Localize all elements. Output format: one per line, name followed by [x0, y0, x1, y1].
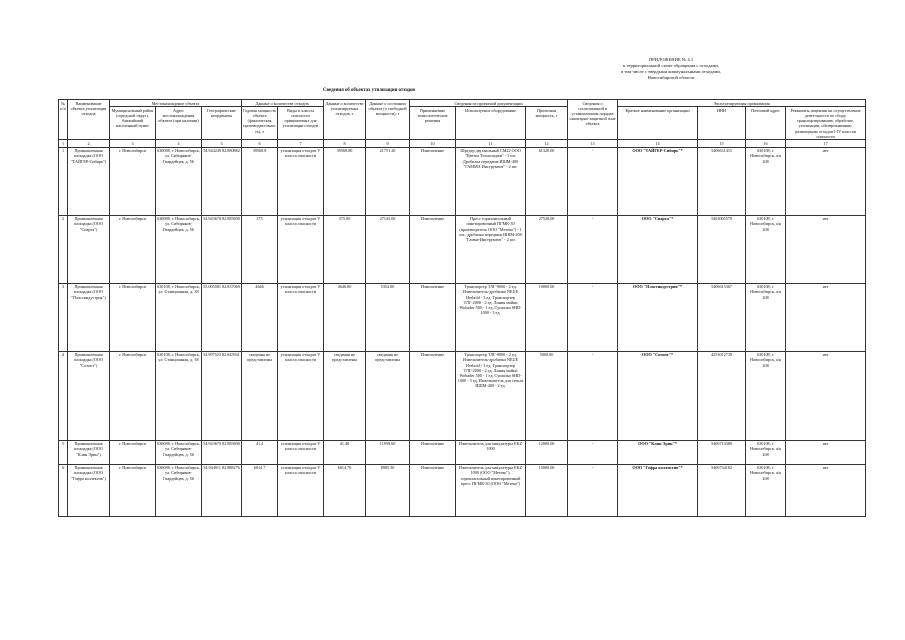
header-waste-types: Виды и классы опасности принимаемых для утилизации отходов [278, 107, 324, 140]
cell-quantity: 6014.70 [324, 464, 366, 516]
cell-waste-types: утилизация отходов V класса опасности [278, 440, 324, 464]
header-num: № п/п [59, 100, 68, 140]
cell-inn: 4253012739 [698, 351, 746, 440]
header-address: Адрес местонахождения объекта (при наличии) [156, 107, 202, 140]
cell-tech: Измельчение [410, 440, 456, 464]
cell-waste-types: утилизация отходов V класса опасности [278, 351, 324, 440]
cell-inn: 5406631415 [698, 147, 746, 215]
document-title: Сведения об объектах утилизации отходов [322, 88, 416, 93]
cell-num: 1 [59, 147, 68, 215]
cell-license: нет [786, 440, 866, 464]
table-row [59, 283, 866, 351]
table-row [59, 147, 866, 215]
col-number: 10 [410, 140, 456, 147]
waste-facilities-table [58, 99, 866, 517]
cell-name: Промышленная площадка (ООО "Клин Эрин") [68, 440, 110, 464]
cell-postal: 630108, г. Новосибирск, а/я 208 [746, 440, 786, 464]
cell-municipality: г. Новосибирск [110, 215, 156, 283]
cell-equipment: Измельчитель для макулатуры EKZ 1000 [456, 440, 526, 464]
cell-state: 27145.00 [366, 215, 410, 283]
col-number: 16 [746, 140, 786, 147]
table-row [59, 464, 866, 516]
cell-tech: Измельчение [410, 215, 456, 283]
header-location-group: Местонахождение объекта [110, 100, 242, 107]
cell-license: нет [786, 283, 866, 351]
table-row [59, 351, 866, 440]
col-number: 4 [156, 140, 202, 147]
header-design-capacity: Проектная мощность, т [526, 107, 568, 140]
cell-state: 5354.00 [366, 283, 410, 351]
header-state: Данные о состоянии объекта (о свободной мощности), т [366, 100, 410, 140]
header-equipment: Используемое оборудование [456, 107, 526, 140]
cell-postal: 630108, г. Новосибирск, а/я 208 [746, 464, 786, 516]
cell-capacity: сведения не представлены [242, 351, 278, 440]
appendix-note [541, 57, 801, 81]
cell-state: 21751.20 [366, 147, 410, 215]
appendix-line: ПРИЛОЖЕНИЕ № 4.1 [648, 57, 694, 62]
cell-quantity: 39568.80 [324, 147, 366, 215]
cell-waste-types: утилизация отходов V класса опасности [278, 215, 324, 283]
col-number: 15 [698, 140, 746, 147]
cell-equipment: Пресс горизонтальный пакетировочный ПГМК-30 (производитель ООО "Метеко") - 1 шт., дробилка передвиж ИШМ-400 "Гамма-Инструмент" - 2 шт. [456, 215, 526, 283]
header-row-columns [59, 107, 866, 140]
cell-org: ООО "Клин Эрин"* [618, 440, 698, 464]
cell-name: Промышленная площадка (ООО "Спарта") [68, 215, 110, 283]
header-operator-group: Эксплуатирующая организация [618, 100, 866, 107]
cell-coords: 54.944911 82.888276 [202, 464, 242, 516]
table-row [59, 440, 866, 464]
cell-license: нет [786, 215, 866, 283]
col-number: 12 [526, 140, 568, 147]
cell-name: Промышленная площадка (ООО "Пластиндустрия") [68, 283, 110, 351]
cell-tech: Измельчение [410, 351, 456, 440]
cell-coords: 54.943670 82.885690 [202, 440, 242, 464]
cell-state: 11958.60 [366, 440, 410, 464]
col-number: 2 [68, 140, 110, 147]
header-org-name: Краткое наименование организации [618, 107, 698, 140]
cell-postal: 630108, г. Новосибирск, а/я 208 [746, 351, 786, 440]
col-number: 9 [366, 140, 410, 147]
cell-municipality: г. Новосибирск [110, 440, 156, 464]
cell-address: 630088, г. Новосибирск, ул. Сибиряков-Гвардейцев, д. 56 [156, 440, 202, 464]
cell-org: ООО "Сотопт"* [618, 351, 698, 440]
cell-sanitary: - [568, 283, 618, 351]
cell-sanitary: - [568, 147, 618, 215]
cell-sanitary: - [568, 440, 618, 464]
cell-sanitary: - [568, 464, 618, 516]
cell-tech: Измельчение [410, 147, 456, 215]
cell-tech: Измельчение [410, 283, 456, 351]
col-number: 6 [242, 140, 278, 147]
col-number: 11 [456, 140, 526, 147]
cell-capacity: 4646 [242, 283, 278, 351]
cell-org: ООО "Спарта"* [618, 215, 698, 283]
col-number: 3 [110, 140, 156, 147]
cell-address: 630108, г. Новосибирск, ул. Станционная, д. 38 [156, 351, 202, 440]
cell-coords: 54.997523 82.845941 [202, 351, 242, 440]
cell-equipment: Шредер двухвальный СМ22 ООО "Цветка Технолоджи" - 1 шт. Дробилка передвиж ИШМ-400 "ГАММА Инструмент" - 2 шт. [456, 147, 526, 215]
cell-num: 5 [59, 440, 68, 464]
cell-municipality: г. Новосибирск [110, 283, 156, 351]
cell-equipment: Измельчитель для макулатуры EKZ 1000 (ООО "Метеко"), горизонтальный пакетировочный пресс ПГМК-30 (ООО "Метеко") [456, 464, 526, 516]
cell-sanitary: - [568, 215, 618, 283]
header-municipality: Муниципальный район (городской округ), ближайший населенный пункт [110, 107, 156, 140]
cell-coords: 55.005581 82.837069 [202, 283, 242, 351]
cell-num: 3 [59, 283, 68, 351]
col-number: 14 [618, 140, 698, 147]
col-number: 17 [786, 140, 866, 147]
cell-quantity: 41.40 [324, 440, 366, 464]
cell-postal: 630108, г. Новосибирск, а/я 208 [746, 283, 786, 351]
cell-design: 10000.00 [526, 283, 568, 351]
cell-design: 12000.00 [526, 440, 568, 464]
header-license: Реквизиты лицензии на осуществление деятельности по сбору, транспортированию, обработке, утилизации, обезвреживанию, размещению отходов I-IV классов опасности [786, 107, 866, 140]
cell-inn: 5403005579 [698, 215, 746, 283]
cell-num: 4 [59, 351, 68, 440]
cell-name: Промышленная площадка (ООО "ТАЙГЕР-Сибирь") [68, 147, 110, 215]
cell-sanitary: - [568, 351, 618, 440]
cell-state: сведения не представлены [366, 351, 410, 440]
appendix-line: Новосибирской области [647, 75, 695, 80]
appendix-line: к территориальной схеме обращения с отходами, [623, 63, 719, 68]
cell-waste-types: утилизация отходов V класса опасности [278, 283, 324, 351]
cell-design: 61320.00 [526, 147, 568, 215]
cell-address: 630088, г. Новосибирск, ул. Сибиряков-Гвардейцев, д. 56 [156, 147, 202, 215]
cell-capacity: 6014.7 [242, 464, 278, 516]
header-waste-group: Данные о количестве отходов, [242, 100, 324, 107]
cell-capacity: 375 [242, 215, 278, 283]
cell-capacity: 39568.8 [242, 147, 278, 215]
cell-org: ООО "Пластиндустрия"* [618, 283, 698, 351]
header-tech: Применяемые технологические решения [410, 107, 456, 140]
cell-capacity: 41.4 [242, 440, 278, 464]
header-capacity: Годовая мощность объекта (фактическая производительность), т [242, 107, 278, 140]
cell-license: нет [786, 147, 866, 215]
cell-municipality: г. Новосибирск [110, 464, 156, 516]
cell-address: 630088, г. Новосибирск, ул. Сибиряков-Гвардейцев, д. 56 [156, 215, 202, 283]
cell-inn: 5406613367 [698, 283, 746, 351]
cell-address: 630108, г. Новосибирск, ул. Станционная, д. 38 [156, 283, 202, 351]
header-object-name: Наименование объекта утилизации отходов [68, 100, 110, 140]
cell-equipment: Транспортер ТЛГ-9000 - 2 ед. Измельчитель-дробилка NEUE Herbold - 3 ед. Транспортер ТЛГ-2000 - 2 ед. Линия мойки Wobader 500 - 1 ед. Сушилка SHD-1000 - 3 ед. [456, 283, 526, 351]
cell-postal: 630108, г. Новосибирск, а/я 208 [746, 147, 786, 215]
cell-quantity: 4646.00 [324, 283, 366, 351]
cell-num: 6 [59, 464, 68, 516]
header-inn: ИНН [698, 107, 746, 140]
cell-design: 27520.00 [526, 215, 568, 283]
cell-municipality: г. Новосибирск [110, 351, 156, 440]
col-number: 5 [202, 140, 242, 147]
col-number: 7 [278, 140, 324, 147]
cell-equipment: Транспортер ТЛГ-9000 - 2 ед. Измельчитель-дробилка NEUE Herbold - 3 ед. Транспортер ТЛГ-2000 - 2 ед. Линия мойки Wobader 500 - 1 ед. Сушилка SHD-1000 - 3 ед. Измельчитель для стекла ИШМ-400 - 2 ед. [456, 351, 526, 440]
cell-inn: 5406734182 [698, 464, 746, 516]
cell-org: ООО "ТАЙГЕР-Сибирь"* [618, 147, 698, 215]
cell-state: 8985.30 [366, 464, 410, 516]
cell-name: Промышленная площадка (ООО "Сотопт") [68, 351, 110, 440]
cell-coords: 54.944249 82.880882 [202, 147, 242, 215]
cell-license: нет [786, 464, 866, 516]
cell-tech: Измельчение [410, 464, 456, 516]
cell-coords: 54.943670 82.885690 [202, 215, 242, 283]
cell-quantity: 375.00 [324, 215, 366, 283]
cell-waste-types: утилизация отходов V класса опасности [278, 464, 324, 516]
col-number: 1 [59, 140, 68, 147]
cell-inn: 5406714380 [698, 440, 746, 464]
cell-waste-types: утилизация отходов V класса опасности [278, 147, 324, 215]
cell-num: 2 [59, 215, 68, 283]
cell-address: 630088, г. Новосибирск, ул. Сибиряков-Гвардейцев, д. 56 [156, 464, 202, 516]
header-coords: Географические координаты [202, 107, 242, 140]
cell-postal: 630108, г. Новосибирск, а/я 208 [746, 215, 786, 283]
cell-design: 5000.00 [526, 351, 568, 440]
header-postal: Почтовый адрес [746, 107, 786, 140]
cell-org: ООО "Гофра коллектив"* [618, 464, 698, 516]
cell-license: нет [786, 351, 866, 440]
cell-name: Промышленная площадка (ООО "Гофра коллектив") [68, 464, 110, 516]
header-quantity: Данные о количестве утилизируемых отходов, т [324, 100, 366, 140]
appendix-line: в том числе с твердыми коммунальными отходами, [620, 69, 722, 74]
col-number: 8 [324, 140, 366, 147]
header-sanitary: Сведения о согласованной и установленном порядке санитарно-защитной зоне объекта [568, 100, 618, 140]
table-row [59, 215, 866, 283]
cell-design: 15000.00 [526, 464, 568, 516]
col-number: 13 [568, 140, 618, 147]
header-row-groups [59, 100, 866, 107]
cell-quantity: сведения не представлены [324, 351, 366, 440]
column-number-row [59, 140, 866, 147]
header-project-group: Сведения из проектной документации [410, 100, 568, 107]
cell-municipality: г. Новосибирск [110, 147, 156, 215]
